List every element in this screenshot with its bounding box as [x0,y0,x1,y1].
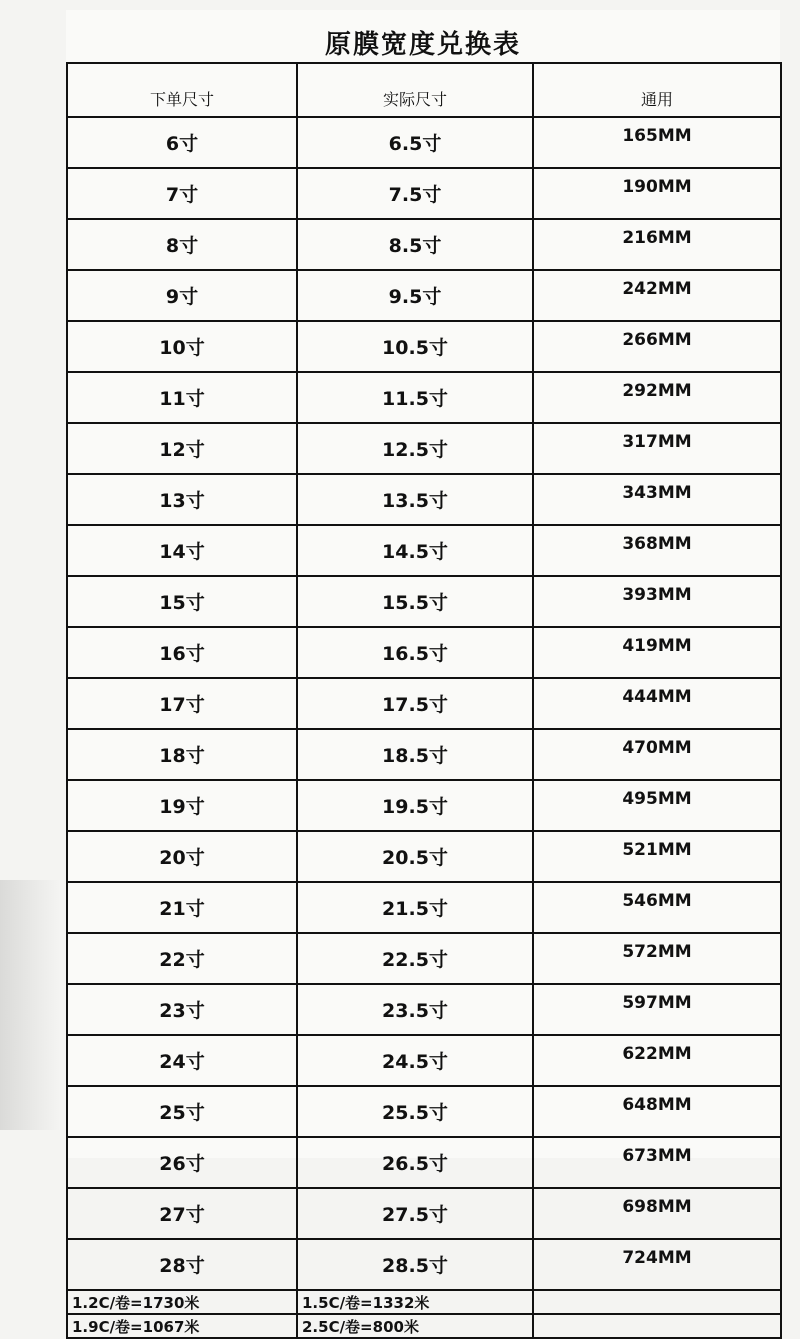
actual-size-cell: 7.5寸 [297,168,533,219]
table-row [67,168,781,219]
actual-size-cell: 11.5寸 [297,372,533,423]
table-row [67,882,781,933]
table-row [67,627,781,678]
order-size-cell: 27寸 [67,1188,297,1239]
order-size-cell: 18寸 [67,729,297,780]
note-cell: 2.5C/卷=800米 [297,1314,533,1338]
order-size-cell: 9寸 [67,270,297,321]
order-size-cell: 16寸 [67,627,297,678]
order-size-cell: 10寸 [67,321,297,372]
order-size-cell: 13寸 [67,474,297,525]
mm-cell: 521MM [533,831,781,882]
actual-size-cell: 9.5寸 [297,270,533,321]
table-row [67,729,781,780]
actual-size-cell: 25.5寸 [297,1086,533,1137]
order-size-cell: 11寸 [67,372,297,423]
actual-size-cell: 15.5寸 [297,576,533,627]
table-row [67,474,781,525]
actual-size-cell: 23.5寸 [297,984,533,1035]
mm-cell: 546MM [533,882,781,933]
table-row [67,678,781,729]
mm-cell: 572MM [533,933,781,984]
order-size-cell: 23寸 [67,984,297,1035]
actual-size-cell: 28.5寸 [297,1239,533,1290]
mm-cell: 343MM [533,474,781,525]
column-header-actual-size: 实际尺寸 [297,63,533,117]
page-title: 原膜宽度兑换表 [324,30,521,60]
actual-size-cell: 19.5寸 [297,780,533,831]
actual-size-cell: 17.5寸 [297,678,533,729]
order-size-cell: 8寸 [67,219,297,270]
mm-cell: 698MM [533,1188,781,1239]
order-size-cell: 14寸 [67,525,297,576]
mm-cell: 216MM [533,219,781,270]
table-header-row [67,63,781,117]
actual-size-cell: 27.5寸 [297,1188,533,1239]
table-row [67,1035,781,1086]
mm-cell: 419MM [533,627,781,678]
conversion-table [66,62,782,1339]
order-size-cell: 7寸 [67,168,297,219]
table-row [67,780,781,831]
mm-cell: 648MM [533,1086,781,1137]
actual-size-cell: 26.5寸 [297,1137,533,1188]
table-row [67,831,781,882]
actual-size-cell: 8.5寸 [297,219,533,270]
note-cell: 1.5C/卷=1332米 [297,1290,533,1314]
mm-cell: 597MM [533,984,781,1035]
actual-size-cell: 16.5寸 [297,627,533,678]
mm-cell: 190MM [533,168,781,219]
mm-cell: 292MM [533,372,781,423]
order-size-cell: 22寸 [67,933,297,984]
order-size-cell: 21寸 [67,882,297,933]
mm-cell: 165MM [533,117,781,168]
table-row [67,423,781,474]
mm-cell: 495MM [533,780,781,831]
actual-size-cell: 14.5寸 [297,525,533,576]
note-row [67,1314,781,1338]
note-row [67,1290,781,1314]
actual-size-cell: 20.5寸 [297,831,533,882]
order-size-cell: 25寸 [67,1086,297,1137]
mm-cell: 317MM [533,423,781,474]
page-edge-shadow [0,880,60,1130]
table-row [67,219,781,270]
order-size-cell: 6寸 [67,117,297,168]
actual-size-cell: 6.5寸 [297,117,533,168]
table-row [67,1188,781,1239]
actual-size-cell: 10.5寸 [297,321,533,372]
order-size-cell: 17寸 [67,678,297,729]
table-row [67,1239,781,1290]
actual-size-cell: 21.5寸 [297,882,533,933]
order-size-cell: 28寸 [67,1239,297,1290]
order-size-cell: 19寸 [67,780,297,831]
actual-size-cell: 18.5寸 [297,729,533,780]
actual-size-cell: 13.5寸 [297,474,533,525]
table-row [67,933,781,984]
document-sheet [66,10,780,1336]
table-body [67,117,781,1338]
note-cell [533,1314,781,1338]
mm-cell: 242MM [533,270,781,321]
table-row [67,1137,781,1188]
mm-cell: 673MM [533,1137,781,1188]
mm-cell: 622MM [533,1035,781,1086]
note-cell: 1.2C/卷=1730米 [67,1290,297,1314]
mm-cell: 470MM [533,729,781,780]
table-row [67,270,781,321]
actual-size-cell: 12.5寸 [297,423,533,474]
table-row [67,321,781,372]
table-row [67,525,781,576]
order-size-cell: 24寸 [67,1035,297,1086]
mm-cell: 444MM [533,678,781,729]
table-row [67,984,781,1035]
mm-cell: 368MM [533,525,781,576]
order-size-cell: 15寸 [67,576,297,627]
actual-size-cell: 22.5寸 [297,933,533,984]
note-cell [533,1290,781,1314]
note-cell: 1.9C/卷=1067米 [67,1314,297,1338]
table-row [67,372,781,423]
mm-cell: 393MM [533,576,781,627]
column-header-order-size: 下单尺寸 [67,63,297,117]
mm-cell: 724MM [533,1239,781,1290]
actual-size-cell: 24.5寸 [297,1035,533,1086]
column-header-general: 通用 [533,63,781,117]
table-row [67,1086,781,1137]
order-size-cell: 20寸 [67,831,297,882]
order-size-cell: 26寸 [67,1137,297,1188]
table-row [67,576,781,627]
order-size-cell: 12寸 [67,423,297,474]
mm-cell: 266MM [533,321,781,372]
table-row [67,117,781,168]
